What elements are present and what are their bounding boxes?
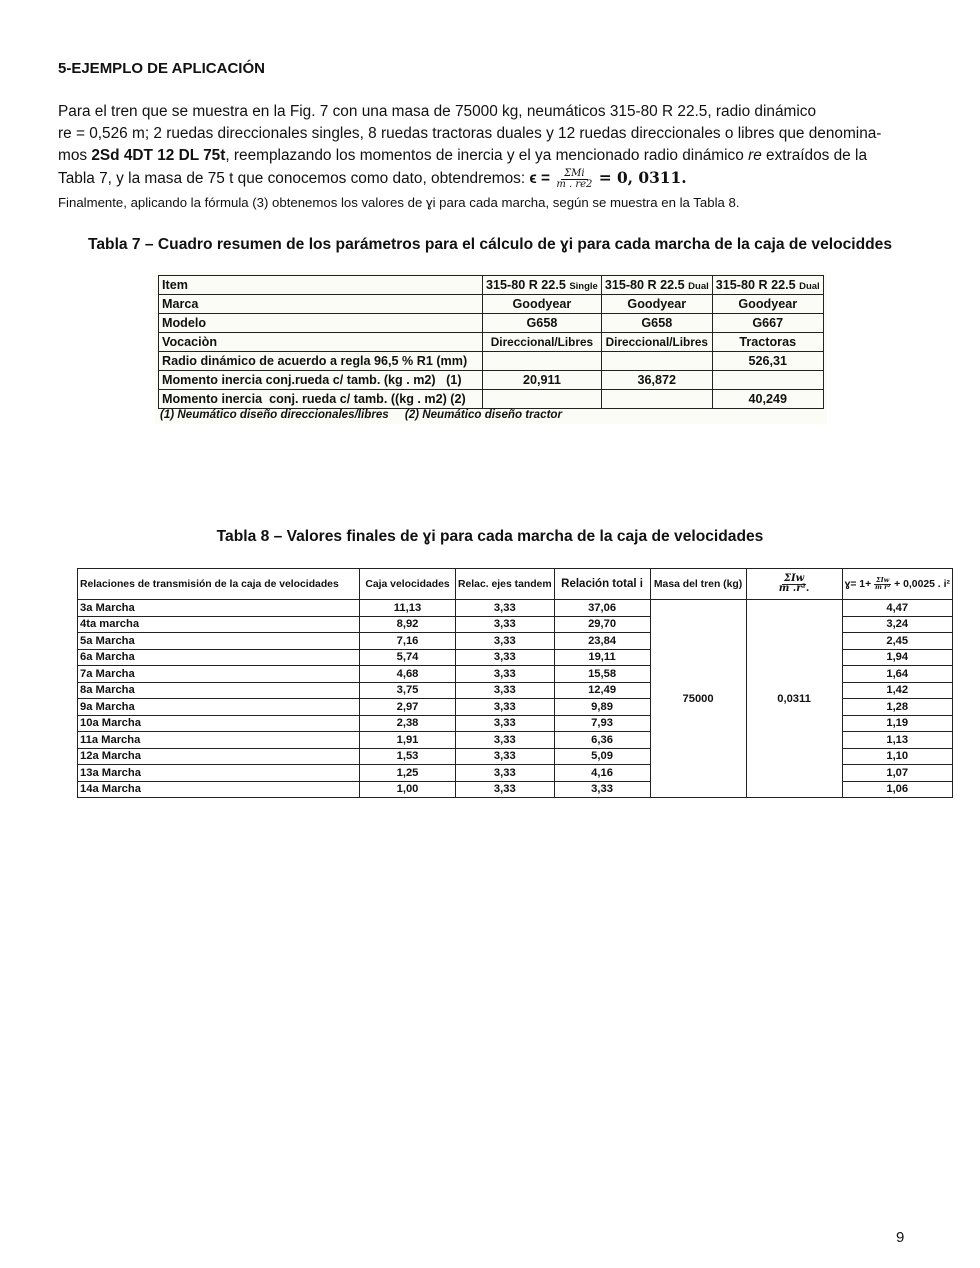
table7-row [159, 333, 824, 352]
table7-cell [483, 352, 602, 371]
table8-cell-total: 4,16 [554, 765, 650, 782]
paragraph-line: re = 0,526 m; 2 ruedas direccionales singles, 8 ruedas tractoras duales y 12 ruedas direccionales o libres que denomina- [58, 125, 882, 142]
paragraph-text: extraídos de la [761, 147, 867, 164]
table8-cell-caja: 2,97 [360, 699, 456, 716]
table7-cell: Goodyear [712, 295, 823, 314]
table8-cell-gamma: 1,13 [842, 732, 952, 749]
table8-cell-caja: 7,16 [360, 633, 456, 650]
table8-cell-total: 15,58 [554, 666, 650, 683]
table7-cell: Goodyear [483, 295, 602, 314]
table7-header-col: 315-80 R 22.5 Single [483, 276, 602, 295]
table8-cell-caja: 5,74 [360, 649, 456, 666]
final-paragraph: Finalmente, aplicando la fórmula (3) obtenemos los valores de ɣi para cada marcha, según se muestra en la Tabla 8. [58, 195, 740, 210]
table7-container [155, 272, 827, 424]
table8-header-relaciones: Relaciones de transmisión de la caja de velocidades [78, 569, 360, 600]
table7-cell: Direccional/Libres [483, 333, 602, 352]
table8-cell-total: 3,33 [554, 781, 650, 798]
table8-gear-label: 5a Marcha [78, 633, 360, 650]
epsilon-formula: ΣIw m .r². [778, 573, 810, 594]
table8-header-caja: Caja velocidades [360, 569, 456, 600]
table8-cell-gamma: 1,42 [842, 682, 952, 699]
table7 [158, 275, 824, 409]
table7-row [159, 352, 824, 371]
table7-footnote: (1) Neumático diseño direccionales/libres (2) Neumático diseño tractor [160, 408, 563, 421]
table8-cell-total: 37,06 [554, 600, 650, 617]
table7-row [159, 295, 824, 314]
equation-denominator: m . re2 [556, 178, 593, 190]
table7-caption: Tabla 7 – Cuadro resumen de los parámetros para el cálculo de ɣi para cada marcha de la caja de velociddes [88, 236, 892, 253]
table7-cell: Direccional/Libres [601, 333, 712, 352]
table8-cell-total: 9,89 [554, 699, 650, 716]
gamma-formula: ΣIw m r² [874, 576, 891, 591]
table8-cell-gamma: 4,47 [842, 600, 952, 617]
table8-cell-epsilon: 0,0311 [746, 600, 842, 798]
table7-cell [601, 352, 712, 371]
table8-header-ejes: Relac. ejes tandem [456, 569, 555, 600]
table7-row-label: Momento inercia conj.rueda c/ tamb. (kg . m2) (1) [159, 371, 483, 390]
paragraph-italic: re [748, 147, 762, 164]
table7-cell: G658 [601, 314, 712, 333]
table8-gear-label: 10a Marcha [78, 715, 360, 732]
table8-gear-label: 13a Marcha [78, 765, 360, 782]
table8-cell-caja: 1,00 [360, 781, 456, 798]
table7-row-label: Marca [159, 295, 483, 314]
table8-cell-caja: 1,91 [360, 732, 456, 749]
table8-cell-ejes: 3,33 [456, 649, 555, 666]
train-code: 2Sd 4DT 12 DL 75t [91, 147, 226, 164]
table7-cell: 36,872 [601, 371, 712, 390]
table8-cell-caja: 8,92 [360, 616, 456, 633]
table8-cell-ejes: 3,33 [456, 748, 555, 765]
table8-cell-ejes: 3,33 [456, 765, 555, 782]
table8-header-row [78, 569, 953, 600]
table8-cell-ejes: 3,33 [456, 715, 555, 732]
table8-cell-caja: 4,68 [360, 666, 456, 683]
table7-cell: 20,911 [483, 371, 602, 390]
table8-cell-caja: 11,13 [360, 600, 456, 617]
table7-row-label: Radio dinámico de acuerdo a regla 96,5 % R1 (mm) [159, 352, 483, 371]
table8-header-total: Relación total i [554, 569, 650, 600]
table7-row [159, 390, 824, 409]
table8-cell-total: 19,11 [554, 649, 650, 666]
table8-gear-label: 3a Marcha [78, 600, 360, 617]
table8-cell-caja: 1,25 [360, 765, 456, 782]
table8-cell-ejes: 3,33 [456, 616, 555, 633]
table8-cell-total: 7,93 [554, 715, 650, 732]
table8-cell-ejes: 3,33 [456, 633, 555, 650]
table8-cell-masa: 75000 [650, 600, 746, 798]
paragraph-text: Tabla 7, y la masa de 75 t que conocemos como dato, obtendremos: [58, 170, 530, 187]
table8 [77, 568, 953, 798]
table8-gear-label: 9a Marcha [78, 699, 360, 716]
table7-cell [712, 371, 823, 390]
table8-cell-gamma: 1,94 [842, 649, 952, 666]
table8-cell-ejes: 3,33 [456, 600, 555, 617]
table8-cell-ejes: 3,33 [456, 682, 555, 699]
table8-cell-gamma: 1,19 [842, 715, 952, 732]
table8-cell-total: 5,09 [554, 748, 650, 765]
table8-header-masa: Masa del tren (kg) [650, 569, 746, 600]
table8-cell-total: 6,36 [554, 732, 650, 749]
table8-cell-gamma: 2,45 [842, 633, 952, 650]
table8-gear-label: 14a Marcha [78, 781, 360, 798]
table8-cell-gamma: 1,28 [842, 699, 952, 716]
table8-row [78, 600, 953, 617]
table8-cell-caja: 2,38 [360, 715, 456, 732]
table7-row-label: Vocaciòn [159, 333, 483, 352]
table7-header-col: 315-80 R 22.5 Dual [601, 276, 712, 295]
table8-cell-gamma: 1,10 [842, 748, 952, 765]
page-number: 9 [896, 1229, 905, 1246]
equation-result: = 0, 0311. [598, 169, 687, 187]
paragraph-line: Para el tren que se muestra en la Fig. 7 con una masa de 75000 kg, neumáticos 315-80 R 22.5, radio dinámico [58, 103, 817, 120]
equation-fraction [556, 168, 592, 190]
table7-cell: 40,249 [712, 390, 823, 409]
table8-header-gamma: ɣ= 1+ ΣIw m r² + 0,0025 . i² [842, 569, 952, 600]
paragraph-text: , reemplazando los momentos de inercia y el ya mencionado radio dinámico [225, 147, 749, 164]
table8-gear-label: 6a Marcha [78, 649, 360, 666]
equation-numerator: ΣMi [561, 168, 588, 180]
table8-cell-total: 12,49 [554, 682, 650, 699]
table8-cell-gamma: 1,07 [842, 765, 952, 782]
table7-row-label: Modelo [159, 314, 483, 333]
table7-header-col: 315-80 R 22.5 Dual [712, 276, 823, 295]
table8-gear-label: 12a Marcha [78, 748, 360, 765]
paragraph-text: mos [58, 147, 92, 164]
table7-cell: Tractoras [712, 333, 823, 352]
table7-cell [483, 390, 602, 409]
table7-header-item: Item [159, 276, 483, 295]
table7-cell: G658 [483, 314, 602, 333]
intro-paragraph [58, 101, 922, 190]
table8-gear-label: 4ta marcha [78, 616, 360, 633]
table8-cell-caja: 3,75 [360, 682, 456, 699]
table7-row-label: Momento inercia conj. rueda c/ tamb. ((kg . m2) (2) [159, 390, 483, 409]
section-heading: 5-EJEMPLO DE APLICACIÓN [58, 60, 265, 77]
table7-cell [601, 390, 712, 409]
table8-header-epsilon [746, 569, 842, 600]
table8-cell-caja: 1,53 [360, 748, 456, 765]
table8-caption: Tabla 8 – Valores finales de ɣi para cada marcha de la caja de velocidades [216, 528, 764, 545]
table7-cell: G667 [712, 314, 823, 333]
table8-gear-label: 8a Marcha [78, 682, 360, 699]
table8-cell-gamma: 1,06 [842, 781, 952, 798]
table8-cell-total: 23,84 [554, 633, 650, 650]
table7-header-row [159, 276, 824, 295]
table8-cell-ejes: 3,33 [456, 732, 555, 749]
table8-cell-gamma: 1,64 [842, 666, 952, 683]
table8-gear-label: 11a Marcha [78, 732, 360, 749]
table7-row [159, 314, 824, 333]
table7-cell: 526,31 [712, 352, 823, 371]
table8-cell-ejes: 3,33 [456, 781, 555, 798]
table8-cell-gamma: 3,24 [842, 616, 952, 633]
table7-row [159, 371, 824, 390]
table8-cell-ejes: 3,33 [456, 699, 555, 716]
table7-cell: Goodyear [601, 295, 712, 314]
table8-cell-total: 29,70 [554, 616, 650, 633]
table8-gear-label: 7a Marcha [78, 666, 360, 683]
equation-lhs: ϵ = [529, 170, 551, 187]
table8-cell-ejes: 3,33 [456, 666, 555, 683]
